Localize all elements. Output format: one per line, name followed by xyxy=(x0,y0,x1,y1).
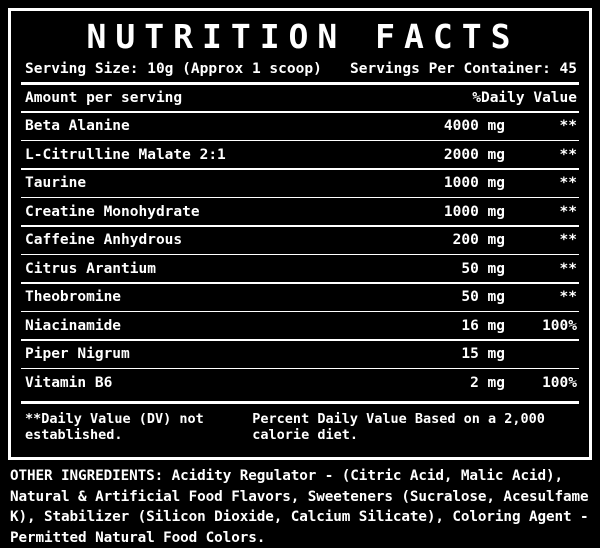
ingredient-amount: 4000 mg xyxy=(443,118,505,134)
ingredient-amount: 2 mg xyxy=(470,374,505,391)
ingredient-daily-value: 100% xyxy=(542,374,577,391)
nutrition-facts-box xyxy=(8,8,592,460)
table-row xyxy=(21,141,579,168)
ingredient-name: Citrus Arantium xyxy=(25,260,156,277)
ingredient-daily-value: ** xyxy=(559,146,577,163)
ingredient-name: Niacinamide xyxy=(25,317,122,334)
table-header-row xyxy=(21,85,579,111)
ingredient-name: L-Citrulline Malate 2:1 xyxy=(25,146,226,163)
page-title: NUTRITION FACTS xyxy=(86,17,520,56)
ingredient-daily-value: ** xyxy=(559,289,577,305)
ingredient-amount: 16 mg xyxy=(461,317,505,334)
other-ingredients-block xyxy=(10,466,594,548)
ingredient-daily-value: ** xyxy=(559,232,577,248)
ingredient-daily-value: ** xyxy=(559,175,577,191)
ingredient-name: Caffeine Anhydrous xyxy=(25,232,183,248)
footnote-row xyxy=(21,404,579,443)
table-row xyxy=(21,341,579,368)
ingredient-name: Taurine xyxy=(25,175,87,191)
ingredient-amount: 50 mg xyxy=(461,289,505,305)
footnote-dv-not-established: **Daily Value (DV) not established. xyxy=(25,411,204,443)
serving-size-text: Serving Size: 10g (Approx 1 scoop) xyxy=(25,61,322,77)
ingredient-daily-value: ** xyxy=(559,260,577,277)
servings-per-container-text: Servings Per Container: 45 xyxy=(350,61,577,77)
ingredient-name: Piper Nigrum xyxy=(25,346,130,362)
table-row xyxy=(21,170,579,197)
serving-info-row xyxy=(21,61,579,77)
ingredient-daily-value: ** xyxy=(559,118,577,134)
ingredient-daily-value: ** xyxy=(559,203,577,220)
column-header-amount: Amount per serving xyxy=(25,90,183,106)
ingredient-amount: 200 mg xyxy=(452,232,505,248)
table-row xyxy=(21,198,579,225)
ingredient-amount: 1000 mg xyxy=(443,203,505,220)
ingredient-amount: 50 mg xyxy=(461,260,505,277)
footnote-calorie-diet: Percent Daily Value Based on a 2,000 calorie diet. xyxy=(252,411,545,443)
table-row xyxy=(21,255,579,282)
table-row xyxy=(21,113,579,140)
ingredient-name: Theobromine xyxy=(25,289,122,305)
other-ingredients-heading: OTHER INGREDIENTS: xyxy=(10,468,164,484)
table-row xyxy=(21,369,579,396)
table-row xyxy=(21,312,579,339)
table-row xyxy=(21,227,579,254)
ingredient-amount: 15 mg xyxy=(461,346,505,362)
ingredient-name: Beta Alanine xyxy=(25,118,130,134)
other-ingredients-text: Acidity Regulator - (Citric Acid, Malic Acid), Natural & Artificial Food Flavors, Sweeteners (Sucralose, Acesulfame K), Stabilizer (Silicon Dioxide, Calcium Silicate), Coloring Agent - Permitted Natural Food Colors. xyxy=(10,468,589,546)
ingredient-name: Vitamin B6 xyxy=(25,374,113,391)
column-header-daily-value: %Daily Value xyxy=(472,90,577,106)
ingredient-amount: 1000 mg xyxy=(443,175,505,191)
ingredient-name: Creatine Monohydrate xyxy=(25,203,200,220)
ingredient-daily-value: 100% xyxy=(542,317,577,334)
table-row xyxy=(21,284,579,311)
ingredient-amount: 2000 mg xyxy=(443,146,505,163)
